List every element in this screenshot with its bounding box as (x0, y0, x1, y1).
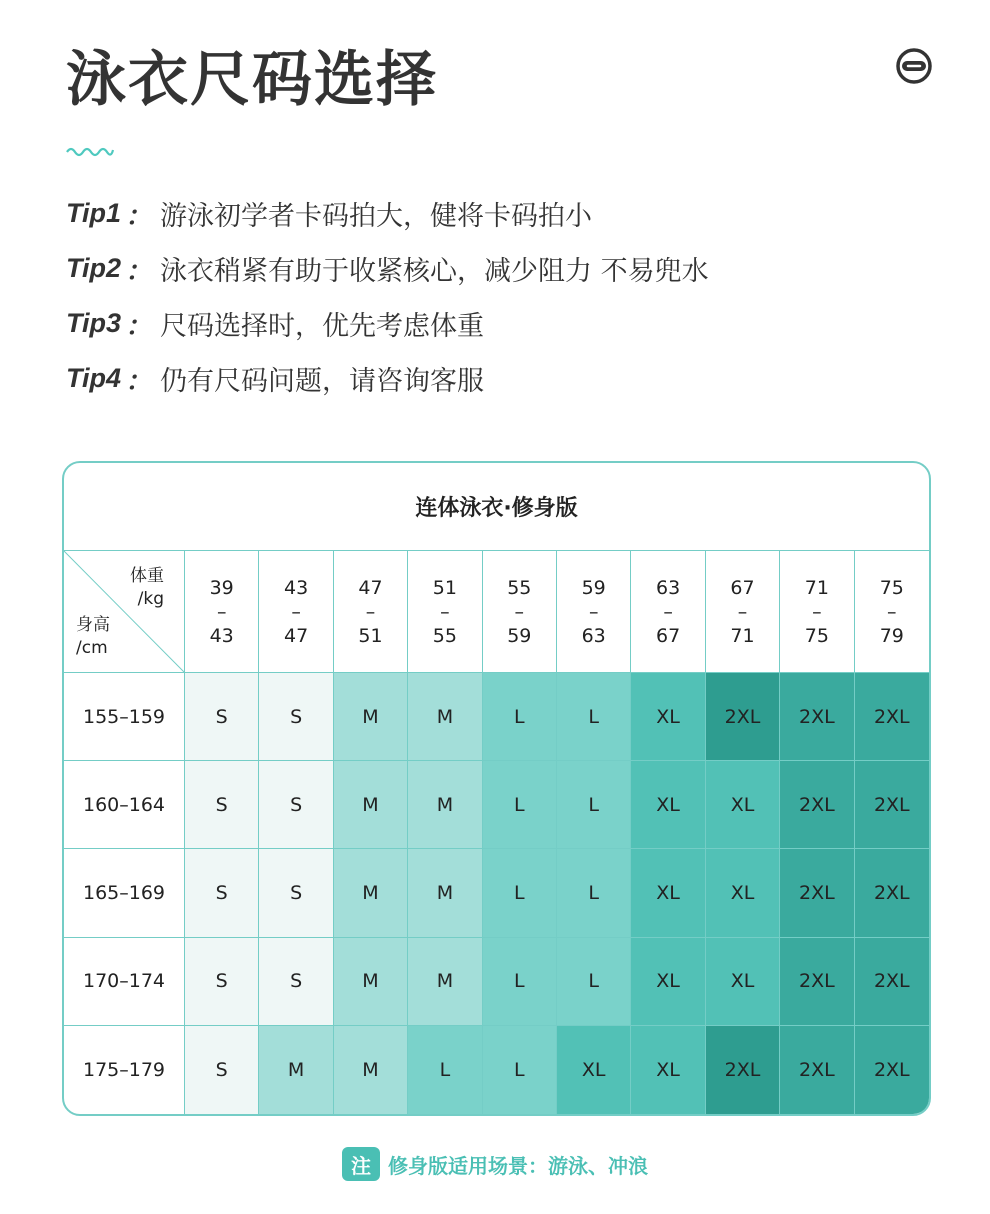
height-range-header: 165–169 (64, 849, 185, 937)
size-cell: 2XL (780, 849, 854, 937)
size-cell: L (408, 1026, 482, 1114)
weight-axis-label: 体重 /kg (130, 566, 164, 609)
size-cell: S (259, 849, 333, 937)
size-cell: 2XL (780, 673, 854, 761)
height-range-header: 160–164 (64, 761, 185, 849)
size-chart-table (62, 461, 931, 1116)
size-cell: S (185, 673, 259, 761)
size-cell: XL (631, 673, 705, 761)
size-cell: S (185, 1026, 259, 1114)
tip-label: Tip2 (66, 253, 122, 283)
size-cell: S (185, 849, 259, 937)
size-cell: M (334, 938, 408, 1026)
usage-note (0, 1146, 990, 1182)
size-cell: XL (706, 761, 780, 849)
tip-item (66, 186, 926, 241)
weight-range-header: 75 – 79 (855, 551, 929, 673)
tip-colon: ： (125, 256, 153, 287)
tip-item (66, 351, 926, 406)
tip-text: 仍有尺码问题，请咨询客服 (160, 366, 485, 397)
weight-range-header: 59 – 63 (557, 551, 631, 673)
size-cell: L (557, 673, 631, 761)
size-cell: L (483, 849, 557, 937)
page-title: 泳衣尺码选择 (66, 45, 438, 115)
size-cell: S (259, 938, 333, 1026)
size-cell: M (408, 761, 482, 849)
tip-colon: ： (125, 366, 153, 397)
tip-text: 尺码选择时，优先考虑体重 (160, 311, 485, 342)
size-cell: XL (631, 761, 705, 849)
size-cell: XL (631, 1026, 705, 1114)
size-cell: 2XL (855, 761, 929, 849)
size-cell: L (483, 938, 557, 1026)
size-cell: M (259, 1026, 333, 1114)
size-cell: 2XL (706, 673, 780, 761)
note-badge: 注 (342, 1147, 380, 1181)
size-cell: XL (631, 938, 705, 1026)
wave-icon (66, 144, 114, 158)
height-range-header: 155–159 (64, 673, 185, 761)
size-cell: S (185, 938, 259, 1026)
size-cell: L (483, 761, 557, 849)
size-cell: M (334, 673, 408, 761)
tip-item (66, 296, 926, 351)
size-cell: M (334, 761, 408, 849)
table-corner-header (64, 551, 185, 673)
size-cell: S (259, 761, 333, 849)
size-cell: M (408, 849, 482, 937)
size-cell: 2XL (855, 938, 929, 1026)
height-range-header: 170–174 (64, 938, 185, 1026)
size-cell: 2XL (855, 849, 929, 937)
size-cell: 2XL (855, 673, 929, 761)
weight-range-header: 47 – 51 (334, 551, 408, 673)
size-cell: XL (706, 849, 780, 937)
size-cell: M (408, 673, 482, 761)
size-cell: L (483, 673, 557, 761)
tips-list (66, 186, 926, 406)
size-cell: 2XL (780, 761, 854, 849)
tip-text: 泳衣稍紧有助于收紧核心，减少阻力 不易兜水 (160, 256, 709, 287)
tip-text: 游泳初学者卡码拍大，健将卡码拍小 (160, 201, 593, 232)
note-text: 修身版适用场景：游泳、冲浪 (388, 1153, 648, 1178)
weight-range-header: 55 – 59 (483, 551, 557, 673)
size-cell: M (334, 849, 408, 937)
weight-range-header: 43 – 47 (259, 551, 333, 673)
tip-label: Tip1 (66, 198, 122, 228)
weight-range-header: 71 – 75 (780, 551, 854, 673)
size-cell: L (557, 761, 631, 849)
height-axis-label: 身高 /cm (76, 615, 110, 658)
size-cell: 2XL (780, 938, 854, 1026)
size-cell: M (408, 938, 482, 1026)
weight-range-header: 67 – 71 (706, 551, 780, 673)
size-cell: 2XL (706, 1026, 780, 1114)
size-cell: S (259, 673, 333, 761)
size-grid (64, 551, 929, 1114)
size-cell: L (557, 849, 631, 937)
size-cell: L (557, 938, 631, 1026)
tip-item (66, 241, 926, 296)
size-cell: 2XL (855, 1026, 929, 1114)
weight-range-header: 63 – 67 (631, 551, 705, 673)
size-cell: L (483, 1026, 557, 1114)
size-cell: XL (706, 938, 780, 1026)
weight-range-header: 39 – 43 (185, 551, 259, 673)
size-cell: 2XL (780, 1026, 854, 1114)
tip-label: Tip4 (66, 363, 122, 393)
goggles-icon (896, 48, 932, 84)
tip-colon: ： (125, 201, 153, 232)
weight-range-header: 51 – 55 (408, 551, 482, 673)
tip-colon: ： (125, 311, 153, 342)
size-cell: M (334, 1026, 408, 1114)
table-title: 连体泳衣·修身版 (64, 463, 929, 551)
size-cell: XL (631, 849, 705, 937)
height-range-header: 175–179 (64, 1026, 185, 1114)
tip-label: Tip3 (66, 308, 122, 338)
size-cell: S (185, 761, 259, 849)
size-cell: XL (557, 1026, 631, 1114)
